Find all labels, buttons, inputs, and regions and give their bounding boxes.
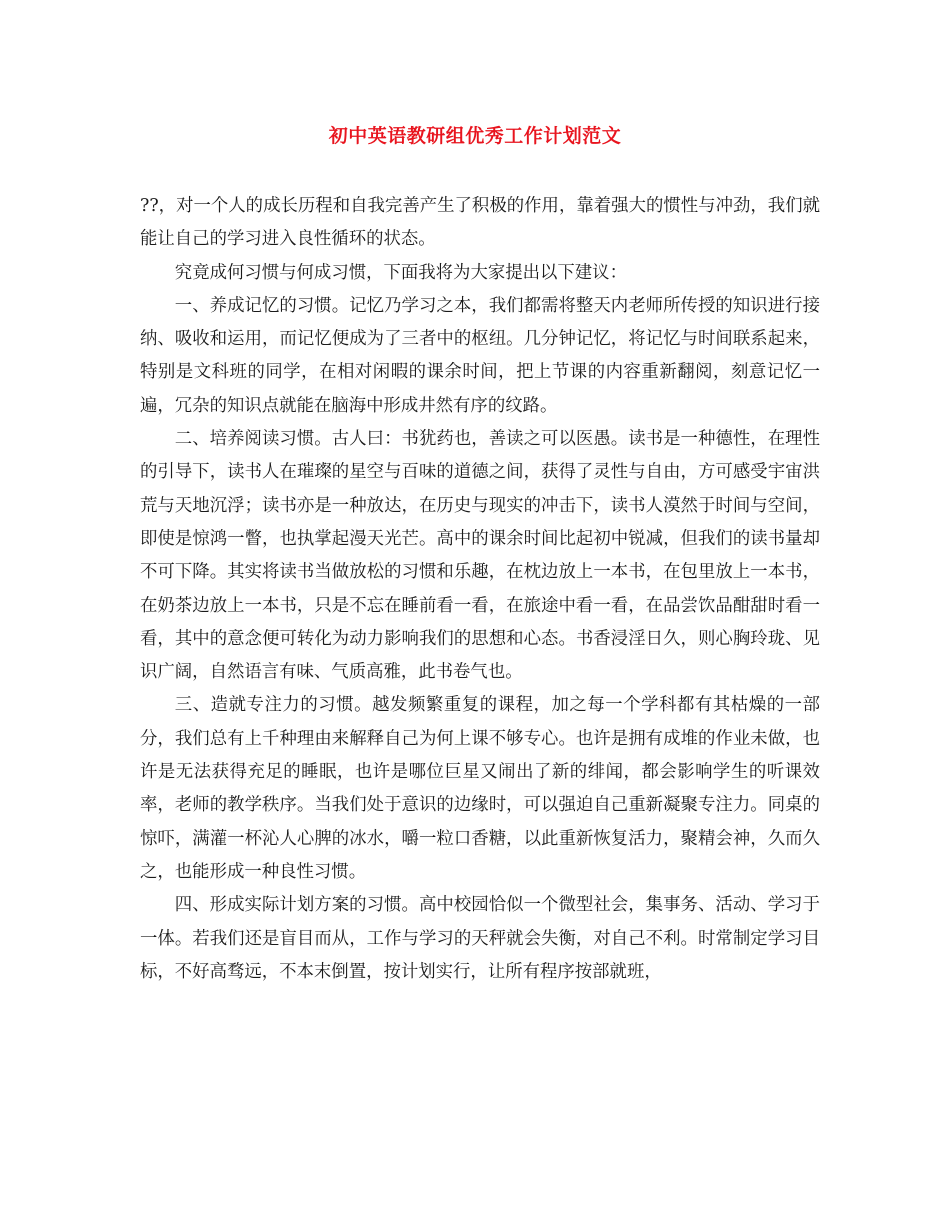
- paragraph-point-3: 三、造就专注力的习惯。越发频繁重复的课程，加之每一个学科都有其枯燥的一部分，我们总有上千种理由来解释自己为何上课不够专心。也许是拥有成堆的作业未做，也许是无法获得充足的睡眠，也许是哪位巨星又闹出了新的绯闻，都会影响学生的听课效率，老师的教学秩序。当我们处于意识的边缘时，可以强迫自己重新凝聚专注力。同桌的惊吓，满灌一杯沁人心脾的冰水，嚼一粒口香糖，以此重新恢复活力，聚精会神，久而久之，也能形成一种良性习惯。: [140, 695, 820, 882]
- paragraph-intro-fragment: ??，对一个人的成长历程和自我完善产生了积极的作用，靠着强大的惯性与冲劲，我们就能让自己的学习进入良性循环的状态。: [140, 196, 820, 250]
- paragraph-point-2: 二、培养阅读习惯。古人曰：书犹药也，善读之可以医愚。读书是一种德性，在理性的引导下，读书人在璀璨的星空与百味的道德之间，获得了灵性与自由，方可感受宇宙洪荒与天地沉浮；读书亦是一种放达，在历史与现实的冲击下，读书人漠然于时间与空间，即使是惊鸿一瞥，也执掌起漫天光芒。高中的课余时间比起初中锐减，但我们的读书量却不可下降。其实将读书当做放松的习惯和乐趣，在枕边放上一本书，在包里放上一本书，在奶茶边放上一本书，只是不忘在睡前看一看，在旅途中看一看，在品尝饮品酣甜时看一看，其中的意念便可转化为动力影响我们的思想和心态。书香浸淫日久，则心胸玲珑、见识广阔，自然语言有味、气质高雅，此书卷气也。: [140, 429, 820, 683]
- document-title: 初中英语教研组优秀工作计划范文: [328, 125, 622, 147]
- paragraph-point-1: 一、养成记忆的习惯。记忆乃学习之本，我们都需将整天内老师所传授的知识进行接纳、吸收和运用，而记忆便成为了三者中的枢纽。几分钟记忆，将记忆与时间联系起来，特别是文科班的同学，在相对闲暇的课余时间，把上节课的内容重新翻阅，刻意记忆一遍，冗杂的知识点就能在脑海中形成井然有序的纹路。: [140, 295, 820, 416]
- paragraph-point-4: 四、形成实际计划方案的习惯。高中校园恰似一个微型社会，集事务、活动、学习于一体。若我们还是盲目而从，工作与学习的天秤就会失衡，对自己不利。时常制定学习目标，不好高骛远，不本末倒置，按计划实行，让所有程序按部就班，: [140, 895, 820, 982]
- document-body: [140, 190, 820, 989]
- paragraph-lead-in: 究竟成何习惯与何成习惯，下面我将为大家提出以下建议：: [174, 262, 627, 283]
